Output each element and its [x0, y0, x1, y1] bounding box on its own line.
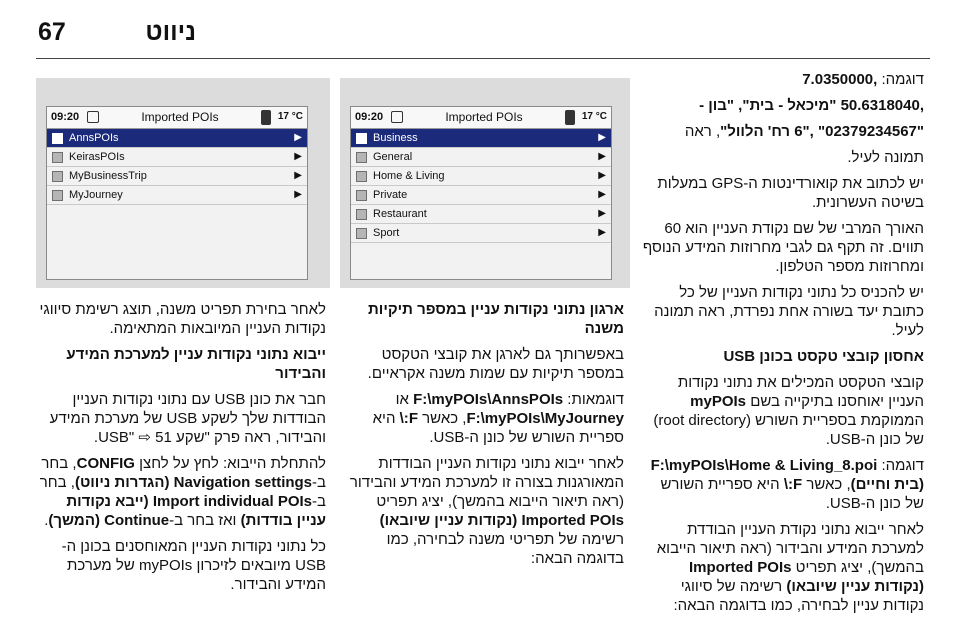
folder-icon [356, 209, 367, 220]
one-line-note: יש להכניס כל נתוני נקודות העניין של כל כתובת יעד בשורה אחת נפרדת, ראה תמונה לעיל. [654, 284, 924, 339]
page-title: ניווט [145, 18, 196, 46]
header-rule [36, 58, 930, 59]
folder-icon [356, 190, 367, 201]
left-column [36, 300, 326, 601]
folder-example: דוגמה: F:\myPOIs\Home & Living_8.poi (בית וחיים), כאשר F:\ היא ספריית השורש של כונן ה-USB. [650, 457, 924, 512]
clock-icon [391, 111, 403, 123]
subfolders-heading: ארגון נתוני נקודות עניין במספר תיקיות משנה [368, 301, 624, 337]
see-image: תמונה לעיל. [847, 149, 924, 166]
folder-icon [356, 228, 367, 239]
subfolders-example: דוגמאות: F:\myPOIs\AnnsPOIs או F:\myPOIs\MyJourney, כאשר F:\ היא ספריית השורש של כונן ה-USB. [372, 391, 624, 446]
screen-title: Imported POIs [445, 110, 523, 124]
gps-format-note: יש לכתוב את קואורדינטות ה-GPS במעלות בשיטה העשרונית. [657, 175, 924, 211]
display-screen [46, 106, 308, 280]
mypois-folder-note: קובצי הטקסט המכילים את נתוני נקודות העניין יאוחסנו בתיקייה בשם myPOIs הממוקמת בספריית השורש (root directory) של כונן ה-USB. [653, 374, 924, 448]
list-item[interactable]: Private ▶ [351, 186, 611, 205]
chevron-right-icon: ▶ [598, 170, 606, 181]
import-heading: ייבוא נתוני נקודות עניין למערכת המידע והבידור [66, 346, 326, 382]
list-item[interactable]: MyBusinessTrip ▶ [47, 167, 307, 186]
phone-icon [261, 110, 271, 125]
screenshot-folders [36, 78, 330, 288]
temperature: 17 °C [581, 111, 607, 122]
status-bar [351, 107, 611, 129]
list-item[interactable]: Sport ▶ [351, 224, 611, 243]
chevron-right-icon: ▶ [294, 132, 302, 143]
display-screen [350, 106, 612, 280]
screenshot-categories [340, 78, 630, 288]
import-result: כל נתוני נקודות העניין המאוחסנים בכונן ה-USB מיובאים לזיכרון myPOIs של מערכת המידע והבידור. [61, 538, 326, 593]
chevron-right-icon: ▶ [598, 151, 606, 162]
right-column [640, 70, 924, 622]
page-header [0, 0, 960, 66]
example-line-3: "02379234567" ,"6 רח' הלוול", ראה [684, 123, 924, 140]
chevron-right-icon: ▶ [294, 151, 302, 162]
example-coordinates: דוגמה: ,7.0350000 [802, 71, 924, 88]
chevron-right-icon: ▶ [598, 189, 606, 200]
list-item[interactable]: Home & Living ▶ [351, 167, 611, 186]
submenu-note: לאחר בחירת תפריט משנה, תוצג רשימת סיווגי נקודות העניין המיובאות המתאימה. [39, 301, 326, 337]
clock-time: 09:20 [51, 111, 80, 123]
chevron-right-icon: ▶ [598, 208, 606, 219]
folder-icon [52, 171, 63, 182]
folder-icon [52, 152, 63, 163]
start-import-steps: להתחלת הייבוא: לחץ על לחצן CONFIG, בחר ב-Navigation settings (הגדרות ניווט), בחר ב-Import individual POIs (ייבא נקודות עניין בודדות) ואז בחר ב-Continue (המשך). [39, 455, 326, 529]
folder-icon [52, 133, 63, 144]
list-item[interactable]: Restaurant ▶ [351, 205, 611, 224]
subfolders-import-note: לאחר ייבוא נתוני נקודות העניין הבודדות המאורגנות בצורה זו למערכת המידע והבידור (ראה תיאור הייבוא בהמשך), יציג תפריט Imported POIs (נקודות עניין שיובאו) רשימה של תפריטי משנה לבחירה, כמו בדוגמה הבאה: [349, 455, 624, 567]
temperature: 17 °C [277, 111, 303, 122]
chevron-right-icon: ▶ [598, 227, 606, 238]
list-item[interactable]: KeirasPOIs ▶ [47, 148, 307, 167]
chevron-right-icon: ▶ [598, 132, 606, 143]
phone-icon [565, 110, 575, 125]
screen-title: Imported POIs [141, 110, 219, 124]
connect-usb-note: חבר את כונן USB עם נתוני נקודות העניין הבודדות שלך לשקע USB של מערכת המידע והבידור, ראה פרק "שקע USB" ⇨ 51. [49, 391, 326, 446]
chevron-right-icon: ▶ [294, 170, 302, 181]
folder-icon [356, 152, 367, 163]
clock-icon [87, 111, 99, 123]
max-length-note: האורך המרבי של שם נקודת העניין הוא 60 תווים. זה תקף גם לגבי מחרוזות המידע הנוסף ומחרוזות מספר הטלפון. [642, 220, 924, 275]
subfolders-intro: באפשרותך גם לארגן את קובצי הטקסט במספר תיקיות עם שמות משנה אקראיים. [367, 346, 624, 382]
usb-storage-heading: אחסון קובצי טקסט בכונן USB [723, 348, 924, 365]
chevron-right-icon: ▶ [294, 189, 302, 200]
middle-column [340, 300, 624, 575]
list-item[interactable]: MyJourney ▶ [47, 186, 307, 205]
list-item[interactable]: AnnsPOIs ▶ [47, 129, 307, 148]
folder-icon [356, 171, 367, 182]
list-item[interactable]: General ▶ [351, 148, 611, 167]
example-line-2: ,50.6318040 "מיכאל - בית", "בון - [699, 97, 924, 114]
clock-time: 09:20 [355, 111, 384, 123]
import-result-note: לאחר ייבוא נתוני נקודת העניין הבודדת למערכת המידע והבידור (ראה תיאור הייבוא בהמשך), יציג תפריט Imported POIs (נקודות עניין שיובאו) רשימה של סיווגי נקודות עניין לבחירה, כמו בדוגמה הבאה: [656, 521, 924, 614]
list-item[interactable]: Business ▶ [351, 129, 611, 148]
folder-icon [356, 133, 367, 144]
status-bar [47, 107, 307, 129]
page-number: 67 [38, 18, 66, 46]
folder-icon [52, 190, 63, 201]
